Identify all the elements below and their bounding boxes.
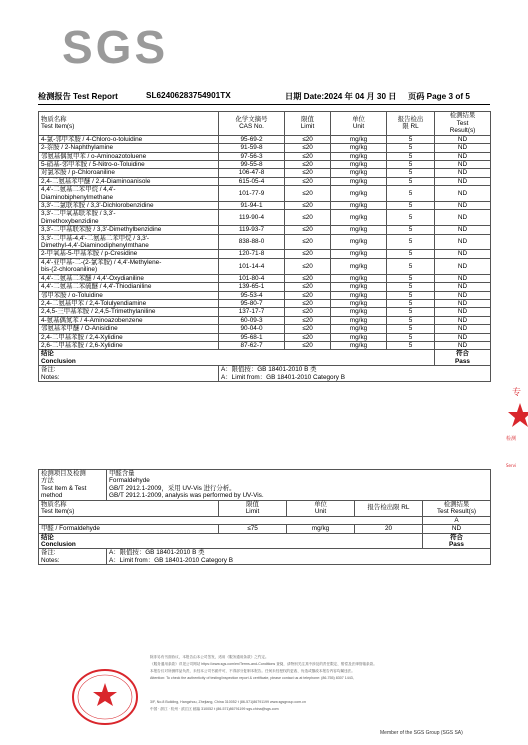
table-cell: ND [435,291,491,299]
table-cell: 4,4'-亚甲基-二-(2-氯苯胺) / 4,4'-Methylene- bis-(2-chloroaniline) [39,258,219,274]
header-rule [38,104,490,105]
table-cell: 5 [387,316,435,324]
table-cell: mg/kg [331,274,387,282]
table-cell: 5 [387,341,435,349]
table-cell: mg/kg [331,169,387,177]
table-cell: mg/kg [331,308,387,316]
notes-row [39,366,491,382]
table-cell: 邻氨基偶氮甲苯 / o-Aminoazotoluene [39,152,219,160]
table-row [39,152,491,160]
table-cell: 4,4'-二氨基二苯甲烷 / 4,4'- Diaminobiphenylmethane [39,186,219,202]
conclusion-row [39,350,491,366]
table-cell: 106-47-8 [219,169,285,177]
table-cell: ND [435,152,491,160]
table-cell: ND [435,258,491,274]
table-cell: 邻氨基苯甲醚 / O-Anisidine [39,325,219,333]
table-cell: ≤20 [285,169,331,177]
table-cell: ND [423,525,491,533]
column-header: 检测结果 Test Result(s) [423,500,491,516]
table-row [39,161,491,169]
table-cell: 101-14-4 [219,258,285,274]
sgs-logo: SGS [62,21,169,73]
table-cell: 5 [387,308,435,316]
conclusion-value: 符合 Pass [423,533,491,549]
table-cell: mg/kg [331,299,387,307]
table-row [39,325,491,333]
table-cell: ND [435,144,491,152]
table-cell: 5-硝基-邻甲苯胺 / 5-Nitro-o-Toluidine [39,161,219,169]
table-cell: 101-80-4 [219,274,285,282]
footer-line: 除非另有书面协议，本报告由本公司签发，适用《服务通用条款》之约定。 [150,655,269,659]
column-header: 报告检出限 RL [355,500,423,516]
table-cell: 91-59-8 [219,144,285,152]
table-cell: ND [435,202,491,210]
column-header: 物质名称 Test Item(s) [39,500,219,516]
table-cell: 2-甲氧基-5-甲基苯胺 / p-Cresidine [39,250,219,258]
method-value: 甲醛含量 Formaldehyde GB/T 2912.1-2009，采用 UV-Vis 进行分析。 GB/T 2912.1-2009, analysis was performed by UV-Vis. [107,470,491,501]
table-row [39,186,491,202]
table-row [39,299,491,307]
table-cell: 邻甲苯胺 / o-Toluidine [39,291,219,299]
table-row [39,135,491,143]
table-row [39,283,491,291]
column-header: 单位 Unit [331,112,387,136]
table-row [39,169,491,177]
table-cell: 5 [387,210,435,226]
table-cell: 3,3'-二甲基联苯胺 / 3,3'-Dimethylbenzidine [39,226,219,234]
table-cell: mg/kg [331,202,387,210]
table-cell: mg/kg [331,161,387,169]
table-cell: ND [435,135,491,143]
table-cell: mg/kg [331,341,387,349]
table-cell: mg/kg [331,250,387,258]
table-row [39,177,491,185]
table-cell: 3,3'-二甲氧基联苯胺 / 3,3'- Dimethoxybenzidine [39,210,219,226]
table-cell: ≤20 [285,161,331,169]
table-cell: 2,4-二氨基甲苯 / 2,4-Tolulyendiamine [39,299,219,307]
table-cell: 5 [387,226,435,234]
table-cell: ≤20 [285,226,331,234]
table-cell: ND [435,210,491,226]
table-cell: ≤20 [285,186,331,202]
footer-line: Attention: To check the authenticity of testing/inspection report & certificate, please contact us at telephone: (86-755) 8307 1443, [150,676,354,680]
table-cell: 5 [387,250,435,258]
table-row [39,274,491,282]
conclusion-label: 结论 Conclusion [39,533,423,549]
table-row [39,226,491,234]
table-cell: mg/kg [331,144,387,152]
table-cell: ≤20 [285,341,331,349]
table-cell: ≤20 [285,283,331,291]
table-cell: 2,4-二氨基苯甲醚 / 2,4-Diaminoanisole [39,177,219,185]
table-cell: ≤20 [285,258,331,274]
table-row [39,202,491,210]
table-cell: mg/kg [331,333,387,341]
table-cell: 4,4'-二氨基二苯硫醚 / 4,4'-Thiodianiline [39,283,219,291]
method-row [39,470,491,501]
method-label: 检测项目及检测 方法 Test Item & Test method [39,470,107,501]
table-cell: 139-65-1 [219,283,285,291]
table-cell: ND [435,325,491,333]
sub-header-row [39,516,491,524]
table-cell: ND [435,308,491,316]
table-cell: 5 [387,258,435,274]
table-header-row [39,500,491,516]
table-cell: 120-71-8 [219,250,285,258]
table-cell: mg/kg [331,135,387,143]
table-cell: ≤20 [285,299,331,307]
page-number: 页码 Page 3 of 5 [408,92,470,101]
table-cell: ND [435,161,491,169]
table-cell: 5 [387,325,435,333]
table-cell: 5 [387,333,435,341]
table-cell: mg/kg [331,316,387,324]
azo-dyes-table [38,111,491,382]
column-header: 单位 Unit [287,500,355,516]
column-header: 报告检出 限 RL [387,112,435,136]
table-cell: 2,6-二甲基苯胺 / 2,6-Xylidine [39,341,219,349]
table-cell: mg/kg [331,234,387,250]
table-cell: 4-氨基偶氮苯 / 4-Aminoazobenzene [39,316,219,324]
table-cell: mg/kg [331,186,387,202]
footer-line: 3/F, No.8 Building, Hangzhou, Zhejiang, China 310052 t (86-571)86791199 www.sgsgroup.com.cn [150,700,306,704]
svg-text:Servi: Servi [506,463,517,468]
svg-text:专: 专 [512,388,522,398]
notes-label: 备注: Notes: [39,549,107,565]
table-cell: 5 [387,299,435,307]
table-row [39,234,491,250]
table-cell: 95-69-2 [219,135,285,143]
table-cell: mg/kg [331,291,387,299]
table-cell: ≤20 [285,325,331,333]
table-row [39,210,491,226]
table-cell: ND [435,274,491,282]
notes-row [39,549,491,565]
table-row [39,291,491,299]
table-cell: ≤20 [285,135,331,143]
table-row [39,316,491,324]
notes-label: 备注: Notes: [39,366,219,382]
notes-text: A：限值按：GB 18401-2010 B 类 A：Limit from：GB 18401-2010 Category B [219,366,491,382]
table-header-row [39,112,491,136]
table-cell: 95-53-4 [219,291,285,299]
table-cell: 5 [387,291,435,299]
table-row [39,308,491,316]
table-cell: 5 [387,283,435,291]
table-row [39,144,491,152]
seal-stamp-icon [70,667,140,727]
table-row [39,258,491,274]
table-cell: ≤20 [285,308,331,316]
table-cell: 5 [387,144,435,152]
report-date: 日期 Date:2024 年 04 月 30 日 [285,92,397,101]
conclusion-row [39,533,491,549]
table-cell: ND [435,341,491,349]
table-cell: 119-90-4 [219,210,285,226]
table-cell: ND [435,250,491,258]
table-cell: 对氯苯胺 / p-Chloroaniline [39,169,219,177]
side-stamp-icon [502,375,528,475]
table-cell: ≤20 [285,177,331,185]
table-cell: ≤20 [285,202,331,210]
table-cell: 87-62-7 [219,341,285,349]
table-cell: mg/kg [331,152,387,160]
table-cell: 20 [355,525,423,533]
table-cell: ND [435,226,491,234]
sub-header: A [423,516,491,524]
table-cell: 91-94-1 [219,202,285,210]
table-cell: 97-56-3 [219,152,285,160]
table-cell: ≤20 [285,333,331,341]
table-cell: ND [435,169,491,177]
table-cell: mg/kg [287,525,355,533]
table-cell: mg/kg [331,226,387,234]
table-cell: mg/kg [331,325,387,333]
column-header: 检测结果 Test Result(s) [435,112,491,136]
table-cell: 甲醛 / Formaldehyde [39,525,219,533]
table-cell: 5 [387,169,435,177]
table-cell: ≤20 [285,250,331,258]
footer-line: 《服务通用条款》详见公司网站 https://www.sgs.com/en/Terms-and-Conditions 查阅，请特别关注其中涉及的责任限定、赔偿及法律管辖条款。 [150,662,377,666]
table-cell: 3,3'-二甲基-4,4'-二氨基二苯甲烷 / 3,3'- Dimethyl-4,4'-Diaminodiphenylmthane [39,234,219,250]
table-cell: ND [435,333,491,341]
table-cell: ≤20 [285,210,331,226]
table-cell: 5 [387,135,435,143]
table-cell: 2-萘胺 / 2-Naphthylamine [39,144,219,152]
table-cell: ND [435,283,491,291]
blank-cell [39,516,423,524]
table-cell: 101-77-9 [219,186,285,202]
table-cell: mg/kg [331,210,387,226]
report-label: 检测报告 Test Report [38,92,118,101]
table-cell: 3,3'-二氯联苯胺 / 3,3'-Dichlorobenzidine [39,202,219,210]
table-cell: ≤20 [285,152,331,160]
table-cell: 838-88-0 [219,234,285,250]
table-cell: 4,4'-二氨基二苯醚 / 4,4'-Oxydianiline [39,274,219,282]
table-cell: 90-04-0 [219,325,285,333]
table-cell: 95-80-7 [219,299,285,307]
footer-line: 本报告仅对所测样品负责，未经本公司书面许可，不得部分复制本报告。任何未经授权的更改、伪造或篡改本报告内容均属违法。 [150,669,355,673]
table-cell: ≤20 [285,274,331,282]
footer-line: 中国 · 浙江 · 杭州 · 滨江区 邮编 310052 t (86-571)86791199 sgs.china@sgs.com [150,707,279,711]
table-cell: ND [435,234,491,250]
table-cell: ≤20 [285,234,331,250]
table-cell: 5 [387,202,435,210]
table-cell: 99-55-8 [219,161,285,169]
svg-text:检测: 检测 [506,436,517,442]
table-cell: 5 [387,161,435,169]
table-cell: 2,4,5-三甲基苯胺 / 2,4,5-Trimethylaniline [39,308,219,316]
conclusion-label: 结论 Conclusion [39,350,435,366]
notes-text: A：限值按：GB 18401-2010 B 类 A：Limit from：GB 18401-2010 Category B [107,549,491,565]
table-cell: mg/kg [331,258,387,274]
table-row [39,333,491,341]
report-number: SL62406283754901TX [146,91,231,100]
table-cell: 60-09-3 [219,316,285,324]
column-header: 限值 Limit [285,112,331,136]
formaldehyde-table [38,469,491,565]
table-cell: 5 [387,152,435,160]
table-cell: 4-氯-邻甲苯胺 / 4-Chloro-o-toluidine [39,135,219,143]
table-cell: 95-68-1 [219,333,285,341]
table-cell: ND [435,316,491,324]
table-row [39,250,491,258]
table-row [39,525,491,533]
conclusion-value: 符合 Pass [435,350,491,366]
table-cell: mg/kg [331,177,387,185]
table-cell: 119-93-7 [219,226,285,234]
table-cell: 5 [387,234,435,250]
table-cell: ≤20 [285,291,331,299]
table-cell: mg/kg [331,283,387,291]
column-header: 限值 Limit [219,500,287,516]
table-cell: 5 [387,186,435,202]
table-cell: 5 [387,274,435,282]
table-cell: 615-05-4 [219,177,285,185]
table-row [39,341,491,349]
table-cell: ND [435,186,491,202]
table-cell: ≤20 [285,144,331,152]
table-cell: 5 [387,177,435,185]
column-header: 物质名称 Test Item(s) [39,112,219,136]
table-cell: 2,4-二甲基苯胺 / 2,4-Xylidine [39,333,219,341]
table-cell: ≤75 [219,525,287,533]
table-cell: 137-17-7 [219,308,285,316]
table-cell: ≤20 [285,316,331,324]
member-line: Member of the SGS Group (SGS SA) [380,730,463,736]
column-header: 化学文摘号 CAS No. [219,112,285,136]
table-cell: ND [435,299,491,307]
table-cell: ND [435,177,491,185]
